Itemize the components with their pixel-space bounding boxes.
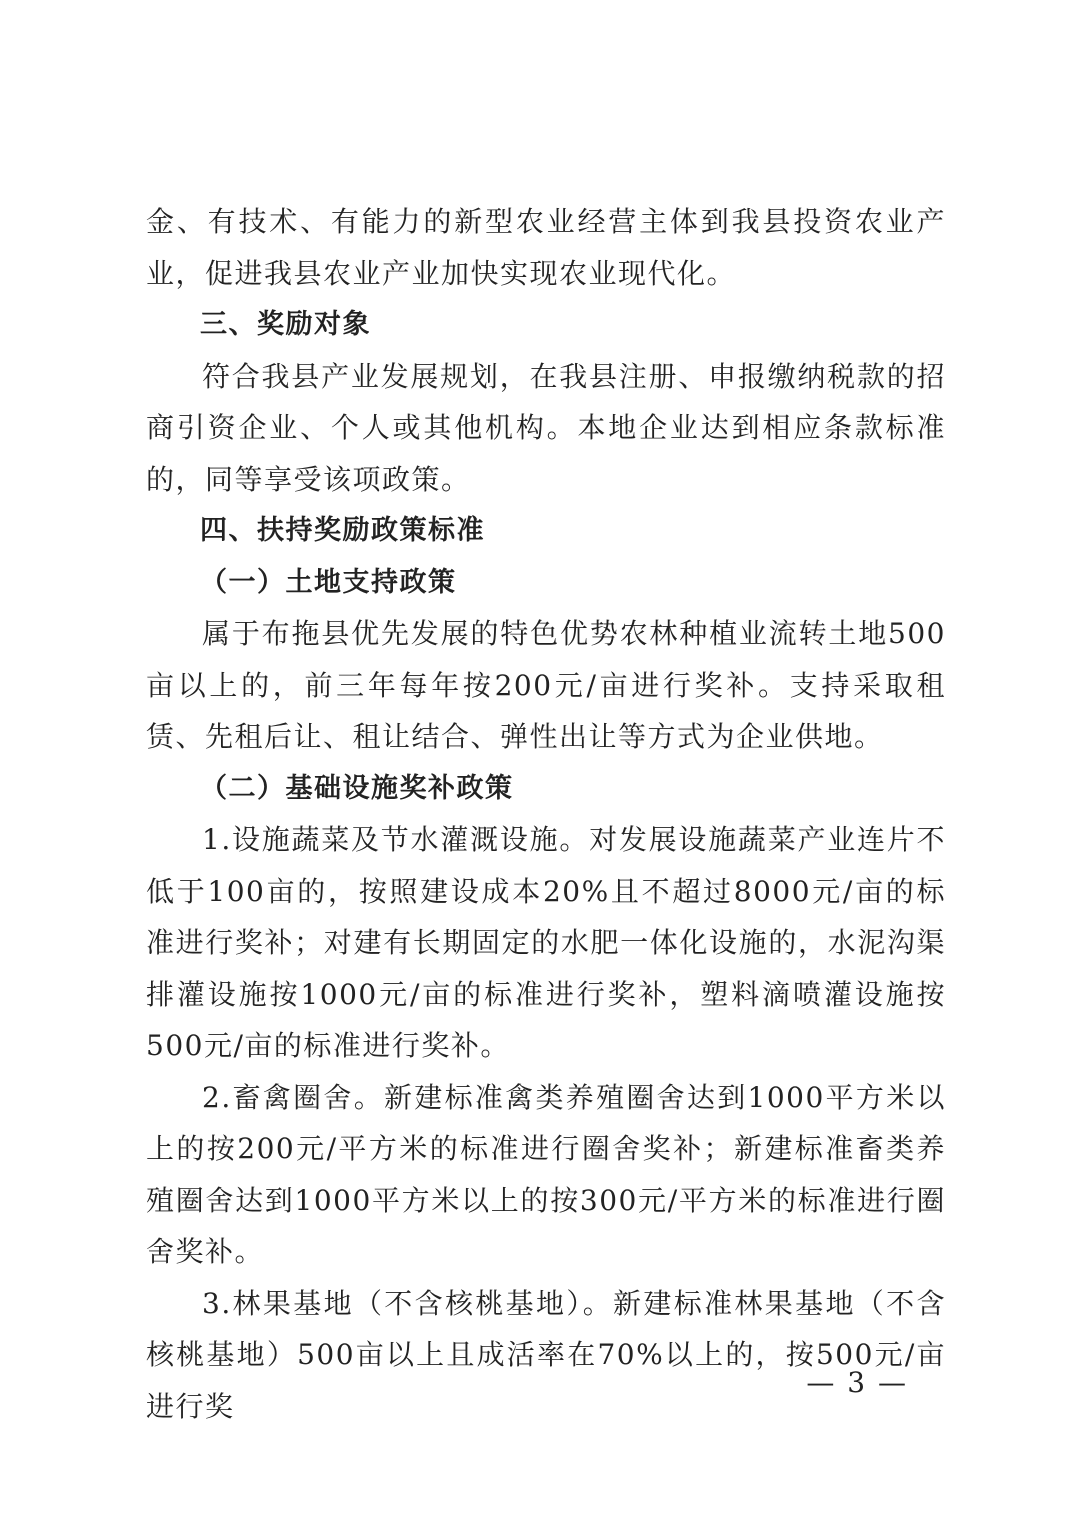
- paragraph-intro-continuation: 金、有技术、有能力的新型农业经营主体到我县投资农业产业，促进我县农业产业加快实现农业现代化。: [146, 205, 946, 290]
- paragraph-livestock-housing: 2.畜禽圈舍。新建标准禽类养殖圈舍达到1000平方米以上的按200元/平方米的标准进行圈舍奖补；新建标准畜类养殖圈舍达到1000平方米以上的按300元/平方米的标准进行圈舍奖补。: [146, 1080, 946, 1268]
- subheading-infrastructure: （二）基础设施奖补政策: [200, 772, 514, 804]
- page-number: — 3 —: [806, 1366, 908, 1399]
- paragraph-vegetable-irrigation: 1.设施蔬菜及节水灌溉设施。对发展设施蔬菜产业连片不低于100亩的，按照建设成本20%且不超过8000元/亩的标准进行奖补；对建有长期固定的水肥一体化设施的，水泥沟渠排灌设施按1000元/亩的标准进行奖补，塑料滴喷灌设施按500元/亩的标准进行奖补。: [146, 823, 946, 1062]
- subheading-land-support: （一）土地支持政策: [200, 566, 457, 598]
- paragraph-land-support: 属于布拖县优先发展的特色优势农林种植业流转土地500亩以上的，前三年每年按200元/亩进行奖补。支持采取租赁、先租后让、租让结合、弹性出让等方式为企业供地。: [146, 617, 946, 753]
- section-heading-reward-targets: 三、奖励对象: [200, 309, 371, 340]
- paragraph-reward-targets: 符合我县产业发展规划，在我县注册、申报缴纳税款的招商引资企业、个人或其他机构。本地企业达到相应条款标准的，同等享受该项政策。: [146, 359, 946, 496]
- section-heading-policy-standards: 四、扶持奖励政策标准: [200, 515, 485, 546]
- paragraph-orchard-base: 3.林果基地（不含核桃基地）。新建标准林果基地（不含核桃基地）500亩以上且成活率在70%以上的，按500元/亩进行奖: [146, 1286, 946, 1423]
- document-body: [146, 196, 946, 1432]
